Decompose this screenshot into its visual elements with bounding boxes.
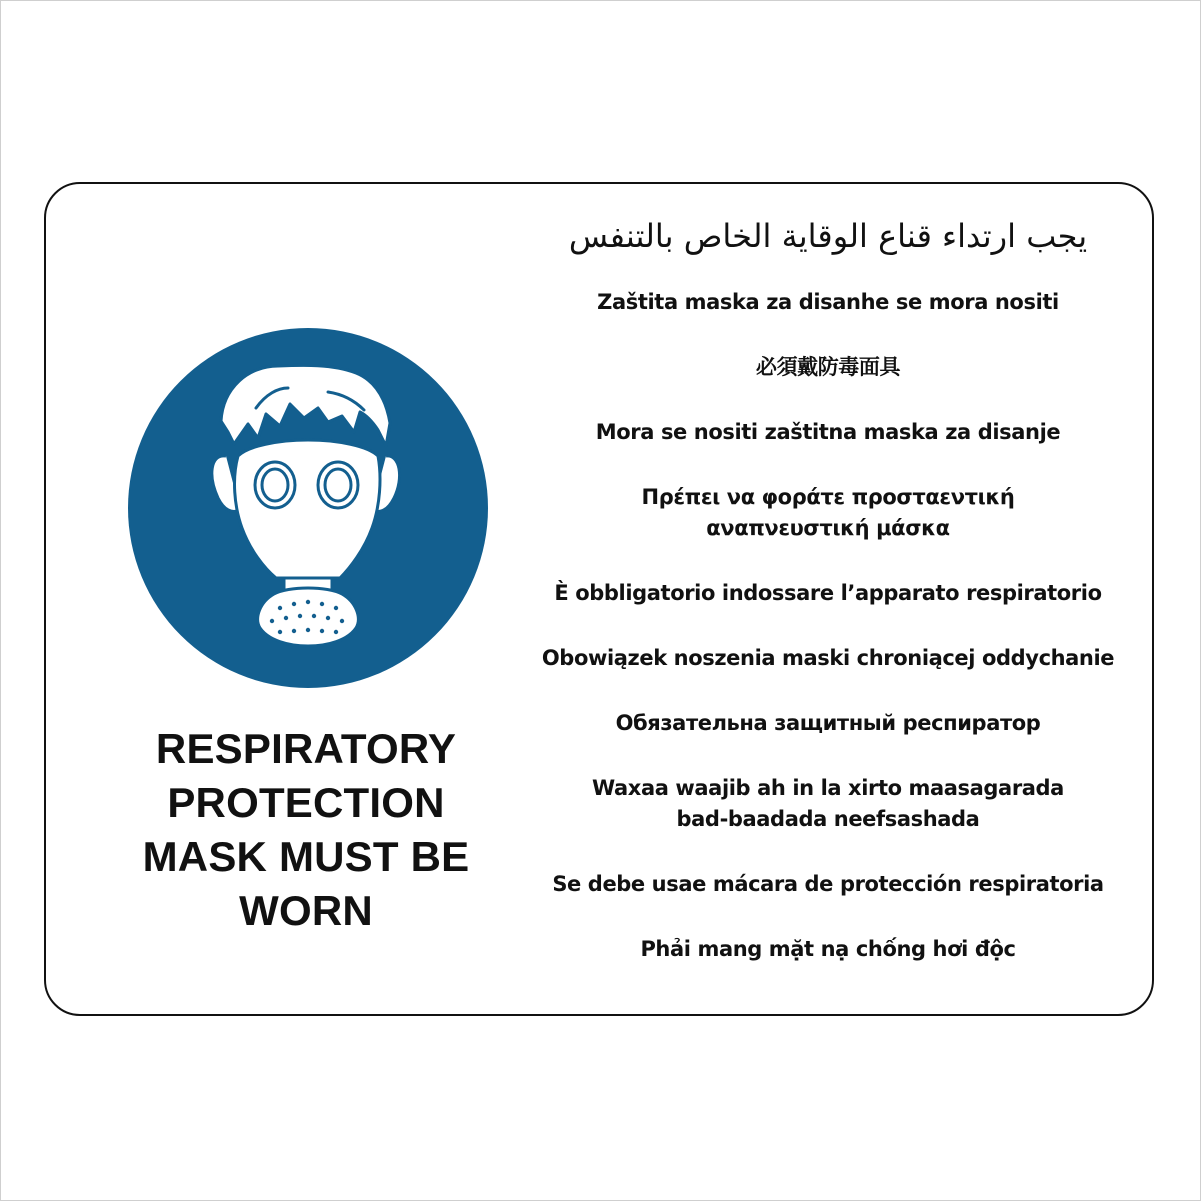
translation-polish: Obowiązek noszenia maski chroniącej oddychanie — [541, 646, 1115, 670]
sign-title: RESPIRATORY PROTECTION MASK MUST BE WORN — [142, 725, 470, 934]
translation-greek: Πρέπει να φοράτε προσταεντική αναπνευστική μάσκα — [641, 485, 1015, 540]
translation-spanish: Se debe usae mácara de protección respiratoria — [552, 872, 1104, 896]
translation-italian: È obbligatorio indossare l’apparato respiratorio — [554, 581, 1102, 605]
translation-croatian: Mora se nositi zaštitna maska za disanje — [595, 420, 1061, 444]
translation-somali: Waxaa waajib ah in la xirto maasagarada bad-baadada neefsashada — [592, 776, 1064, 831]
translation-chinese: 必須戴防毒面具 — [755, 355, 901, 379]
translation-russian: Обязательна защитный респиратор — [615, 711, 1041, 735]
translation-vietnamese: Phải mang mặt nạ chống hơi độc — [640, 937, 1016, 961]
translation-albanian: Zaštita maska za disanhe se mora nositi — [597, 290, 1059, 314]
respirator-mask-icon — [128, 328, 488, 688]
translation-arabic: يجب ارتداء قناع الوقاية الخاص بالتنفس — [568, 217, 1088, 255]
